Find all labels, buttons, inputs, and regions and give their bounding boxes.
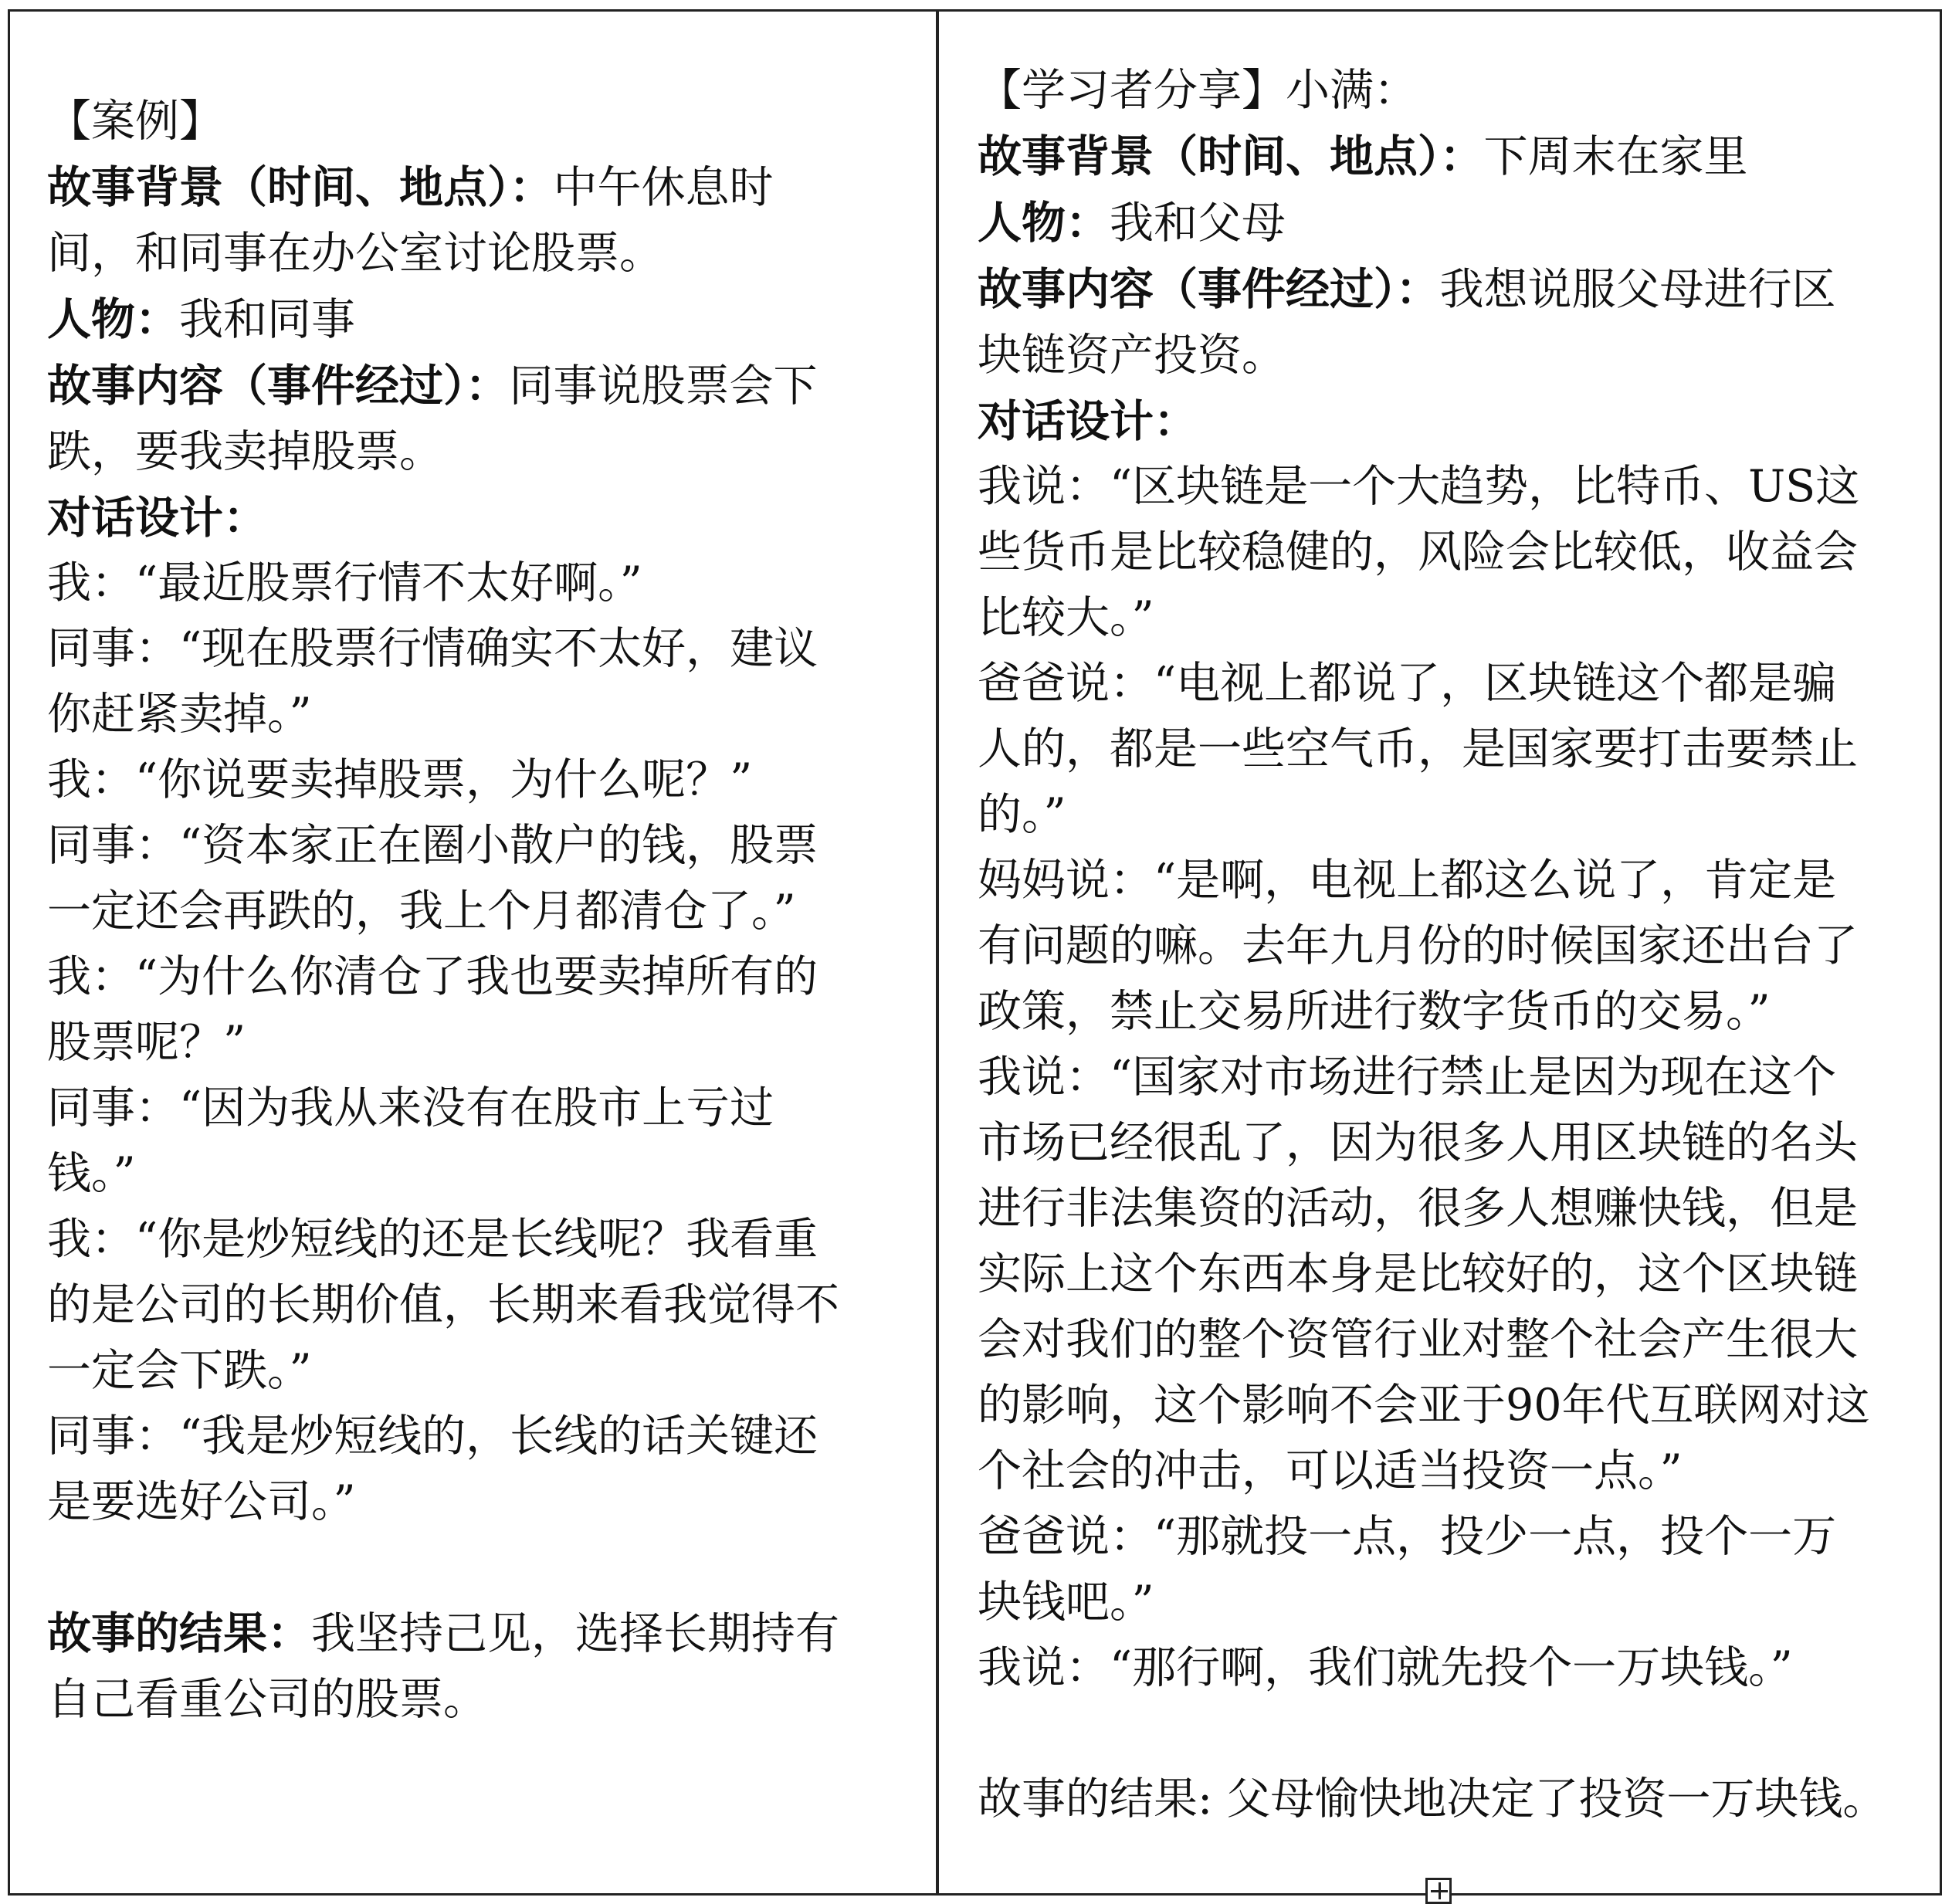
dialogue-line: 市场已经很乱了，因为很多人用区块链的名头 <box>978 1117 1858 1168</box>
dialogue-line: 的。” <box>978 789 1066 840</box>
share-background <box>978 124 1901 190</box>
comparison-table <box>8 9 1942 1896</box>
dialogue-line: 的是公司的长期价值，长期来看我觉得不 <box>47 1279 839 1330</box>
share-people-label: 人物： <box>978 197 1110 249</box>
case-background-cont: 间，和同事在办公室讨论股票。 <box>47 228 663 279</box>
case-people-label: 人物： <box>47 293 179 345</box>
dialogue-line: 我说：“国家对市场进行禁止是因为现在这个 <box>978 1052 1837 1103</box>
share-content-label: 故事内容（事件经过）： <box>978 263 1440 315</box>
case-dialogue-label: 对话设计： <box>47 492 267 544</box>
dialogue-line: 一定还会再跌的，我上个月都清仓了。” <box>47 886 796 937</box>
spacer <box>47 1535 897 1601</box>
share-content <box>978 256 1901 323</box>
dialogue-line: 会对我们的整个资管行业对整个社会产生很大 <box>978 1314 1858 1365</box>
dialogue-line: 爸爸说：“那就投一点，投少一点，投个一万 <box>978 1511 1837 1562</box>
case-content <box>47 353 897 419</box>
dialogue-line: 爸爸说：“电视上都说了，区块链这个都是骗 <box>978 658 1837 709</box>
dialogue-line: 同事：“现在股票行情确实不太好，建议 <box>47 623 818 674</box>
dialogue-line: 是要选好公司。” <box>47 1476 356 1527</box>
dialogue-line: 的影响，这个影响不会亚于90年代互联网对这 <box>978 1380 1870 1431</box>
dialogue-line: 人的，都是一些空气币，是国家要打击要禁止 <box>978 723 1858 774</box>
dialogue-line: 股票呢？” <box>47 1017 246 1068</box>
learner-share-column <box>939 12 1940 1893</box>
dialogue-line: 我：“为什么你清仓了我也要卖掉所有的 <box>47 951 818 1002</box>
spacer <box>978 1701 1901 1767</box>
dialogue-line: 个社会的冲击，可以适当投资一点。” <box>978 1445 1683 1496</box>
dialogue-line: 些货币是比较稳健的，风险会比较低，收益会 <box>978 527 1858 578</box>
case-people <box>47 286 897 353</box>
dialogue-line: 块钱吧。” <box>978 1577 1154 1628</box>
dialogue-line: 我：“你是炒短线的还是长线呢？我看重 <box>47 1214 818 1265</box>
dialogue-line: 你赶紧卖掉。” <box>47 689 312 740</box>
dialogue-line: 钱。” <box>47 1148 136 1199</box>
case-background <box>47 154 897 221</box>
case-result-cont: 自己看重公司的股票。 <box>47 1674 487 1725</box>
case-result-label: 故事的结果： <box>47 1608 311 1659</box>
share-people-text: 我和父母 <box>1110 198 1286 249</box>
share-result: 故事的结果: 父母愉快地决定了投资一万块钱。 <box>978 1774 1887 1824</box>
case-result-text: 我坚持己见，选择长期持有 <box>311 1608 839 1659</box>
table-move-handle-icon[interactable] <box>1425 1878 1452 1904</box>
dialogue-line: 一定会下跌。” <box>47 1345 312 1396</box>
dialogue-line: 我说：“那行啊，我们就先投个一万块钱。” <box>978 1642 1793 1693</box>
case-content-cont: 跌，要我卖掉股票。 <box>47 426 443 477</box>
share-background-label: 故事背景（时间、地点）： <box>978 130 1484 182</box>
dialogue-line: 政策，禁止交易所进行数字货币的交易。” <box>978 986 1771 1037</box>
case-content-text: 同事说股票会下 <box>509 361 818 412</box>
share-people <box>978 190 1901 256</box>
dialogue-line: 同事：“因为我从来没有在股市上亏过 <box>47 1082 774 1133</box>
case-background-label: 故事背景（时间、地点）： <box>47 161 554 213</box>
case-column <box>10 12 939 1893</box>
dialogue-line: 进行非法集资的活动，很多人想赚快钱，但是 <box>978 1183 1858 1234</box>
dialogue-line: 比较大。” <box>978 592 1154 643</box>
case-result <box>47 1601 897 1667</box>
case-content-label: 故事内容（事件经过）： <box>47 360 510 412</box>
dialogue-line: 同事：“我是炒短线的，长线的话关键还 <box>47 1411 818 1462</box>
dialogue-line: 我说：“区块链是一个大趋势，比特币、US这 <box>978 461 1860 512</box>
case-people-text: 我和同事 <box>179 294 355 345</box>
share-heading: 【学习者分享】小满： <box>978 65 1418 116</box>
share-dialogue-label: 对话设计： <box>978 395 1198 447</box>
dialogue-line: 有问题的嘛。去年九月份的时候国家还出台了 <box>978 920 1858 971</box>
share-background-text: 下周末在家里 <box>1483 131 1748 182</box>
dialogue-line: 我：“你说要卖掉股票，为什么呢？” <box>47 754 753 805</box>
share-content-cont: 块链资产投资。 <box>978 330 1286 381</box>
dialogue-line: 同事：“资本家正在圈小散户的钱，股票 <box>47 820 818 871</box>
case-background-text: 中午休息时 <box>553 162 774 213</box>
case-heading: 【案例】 <box>47 96 223 147</box>
dialogue-line: 妈妈说：“是啊，电视上都这么说了，肯定是 <box>978 855 1837 906</box>
dialogue-line: 我：“最近股票行情不太好啊。” <box>47 557 642 608</box>
dialogue-line: 实际上这个东西本身是比较好的，这个区块链 <box>978 1248 1858 1299</box>
share-content-text: 我想说服父母进行区 <box>1439 264 1836 315</box>
